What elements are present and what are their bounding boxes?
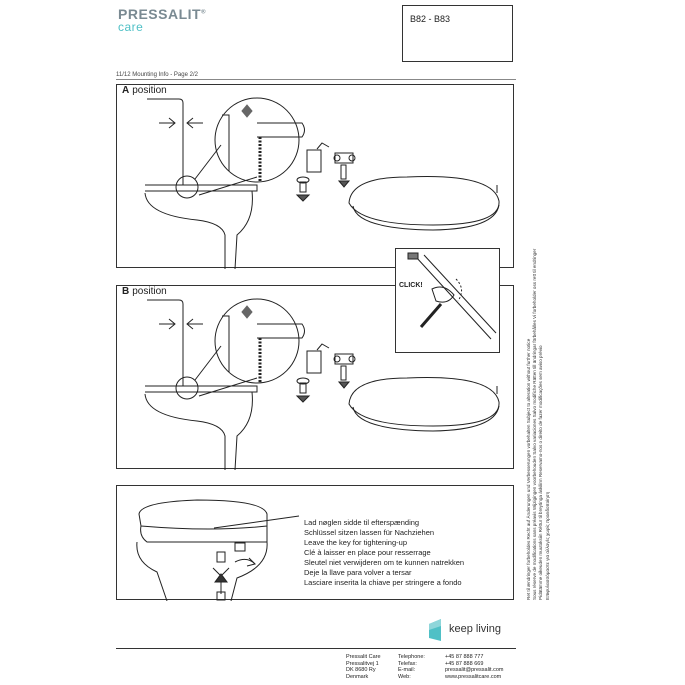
footer-rule — [116, 648, 516, 649]
hinge-part — [334, 354, 355, 388]
panel-tightening — [116, 485, 514, 600]
instruction-da: Lad nøglen sidde til efterspænding — [304, 518, 420, 527]
alteration-disclaimer — [526, 210, 551, 600]
hinge-part — [297, 344, 329, 402]
header-rule — [116, 79, 516, 80]
instruction-en: Leave the key for tightening-up — [304, 538, 407, 547]
disclaimer-line: Ret til ændringer forbeholdes Recht auf Änderungen und Verbesserungen vorbehalten Subject to alteration without further notice — [526, 338, 531, 600]
registered-mark: ® — [201, 9, 206, 16]
brand-sub: care — [118, 20, 144, 34]
email-link[interactable]: pressalit@pressalit.com — [445, 667, 504, 674]
disclaimer-line: Επιφυλασσόμαστε για αλλαγές χωρίς προειδοποίηση — [544, 491, 550, 600]
fax-number: +45 87 888 669 — [445, 660, 484, 667]
disclaimer-line: Pidätämme oikeuden muutoksiin Réttur til breytinga áskilinn Reservamo-nos o direito de fazer modificações sem aviso prévio — [538, 345, 544, 600]
footer-contact-labels: Telephone: Telefax: E-mail: Web: — [398, 654, 425, 680]
page-info: 11/12 Mounting Info - Page 2/2 — [116, 72, 198, 78]
keep-living-tagline: keep living — [449, 623, 501, 635]
web-link[interactable]: www.pressalitcare.com — [445, 673, 502, 680]
keep-living-mark-icon — [428, 618, 444, 642]
disclaimer-line: Sous réserve de modifications sans préavis Wijzigingen voorbehouden Salvo variaciones Salvo modifiche Rätten till ändringar förbehålles Vi forbeholder oss rett til endringer — [532, 248, 538, 600]
model-box — [402, 5, 513, 62]
instruction-de: Schlüssel sitzen lassen für Nachziehen — [304, 528, 435, 537]
brand-name: PRESSALIT — [118, 6, 202, 22]
click-detail-illustration — [396, 249, 501, 354]
instruction-it: Lasciare inserita la chiave per stringere a fondo — [304, 578, 462, 587]
model-number: B82 - B83 — [410, 14, 451, 24]
panel-a-position — [116, 84, 514, 268]
hinge-part — [297, 143, 329, 201]
click-label: CLICK! — [399, 282, 423, 289]
panel-b-label: B position — [122, 286, 167, 297]
click-detail-inset — [395, 248, 500, 353]
footer-company: Pressalit Care Pressalitvej 1 DK 8680 Ry Denmark — [346, 654, 381, 680]
instruction-es: Deje la llave para volver a tersar — [304, 568, 412, 577]
footer-contact-values — [445, 654, 503, 680]
phone-number: +45 87 888 777 — [445, 654, 484, 660]
instruction-list — [304, 518, 464, 588]
instruction-fr: Clé à laisser en place pour resserrage — [304, 548, 431, 557]
panel-a-label: A position — [122, 85, 167, 96]
instruction-nl: Sleutel niet verwijderen om te kunnen natrekken — [304, 558, 465, 567]
hinge-part — [334, 153, 355, 187]
panel-a-illustration — [117, 85, 515, 269]
pressalit-care-logo — [118, 6, 206, 34]
